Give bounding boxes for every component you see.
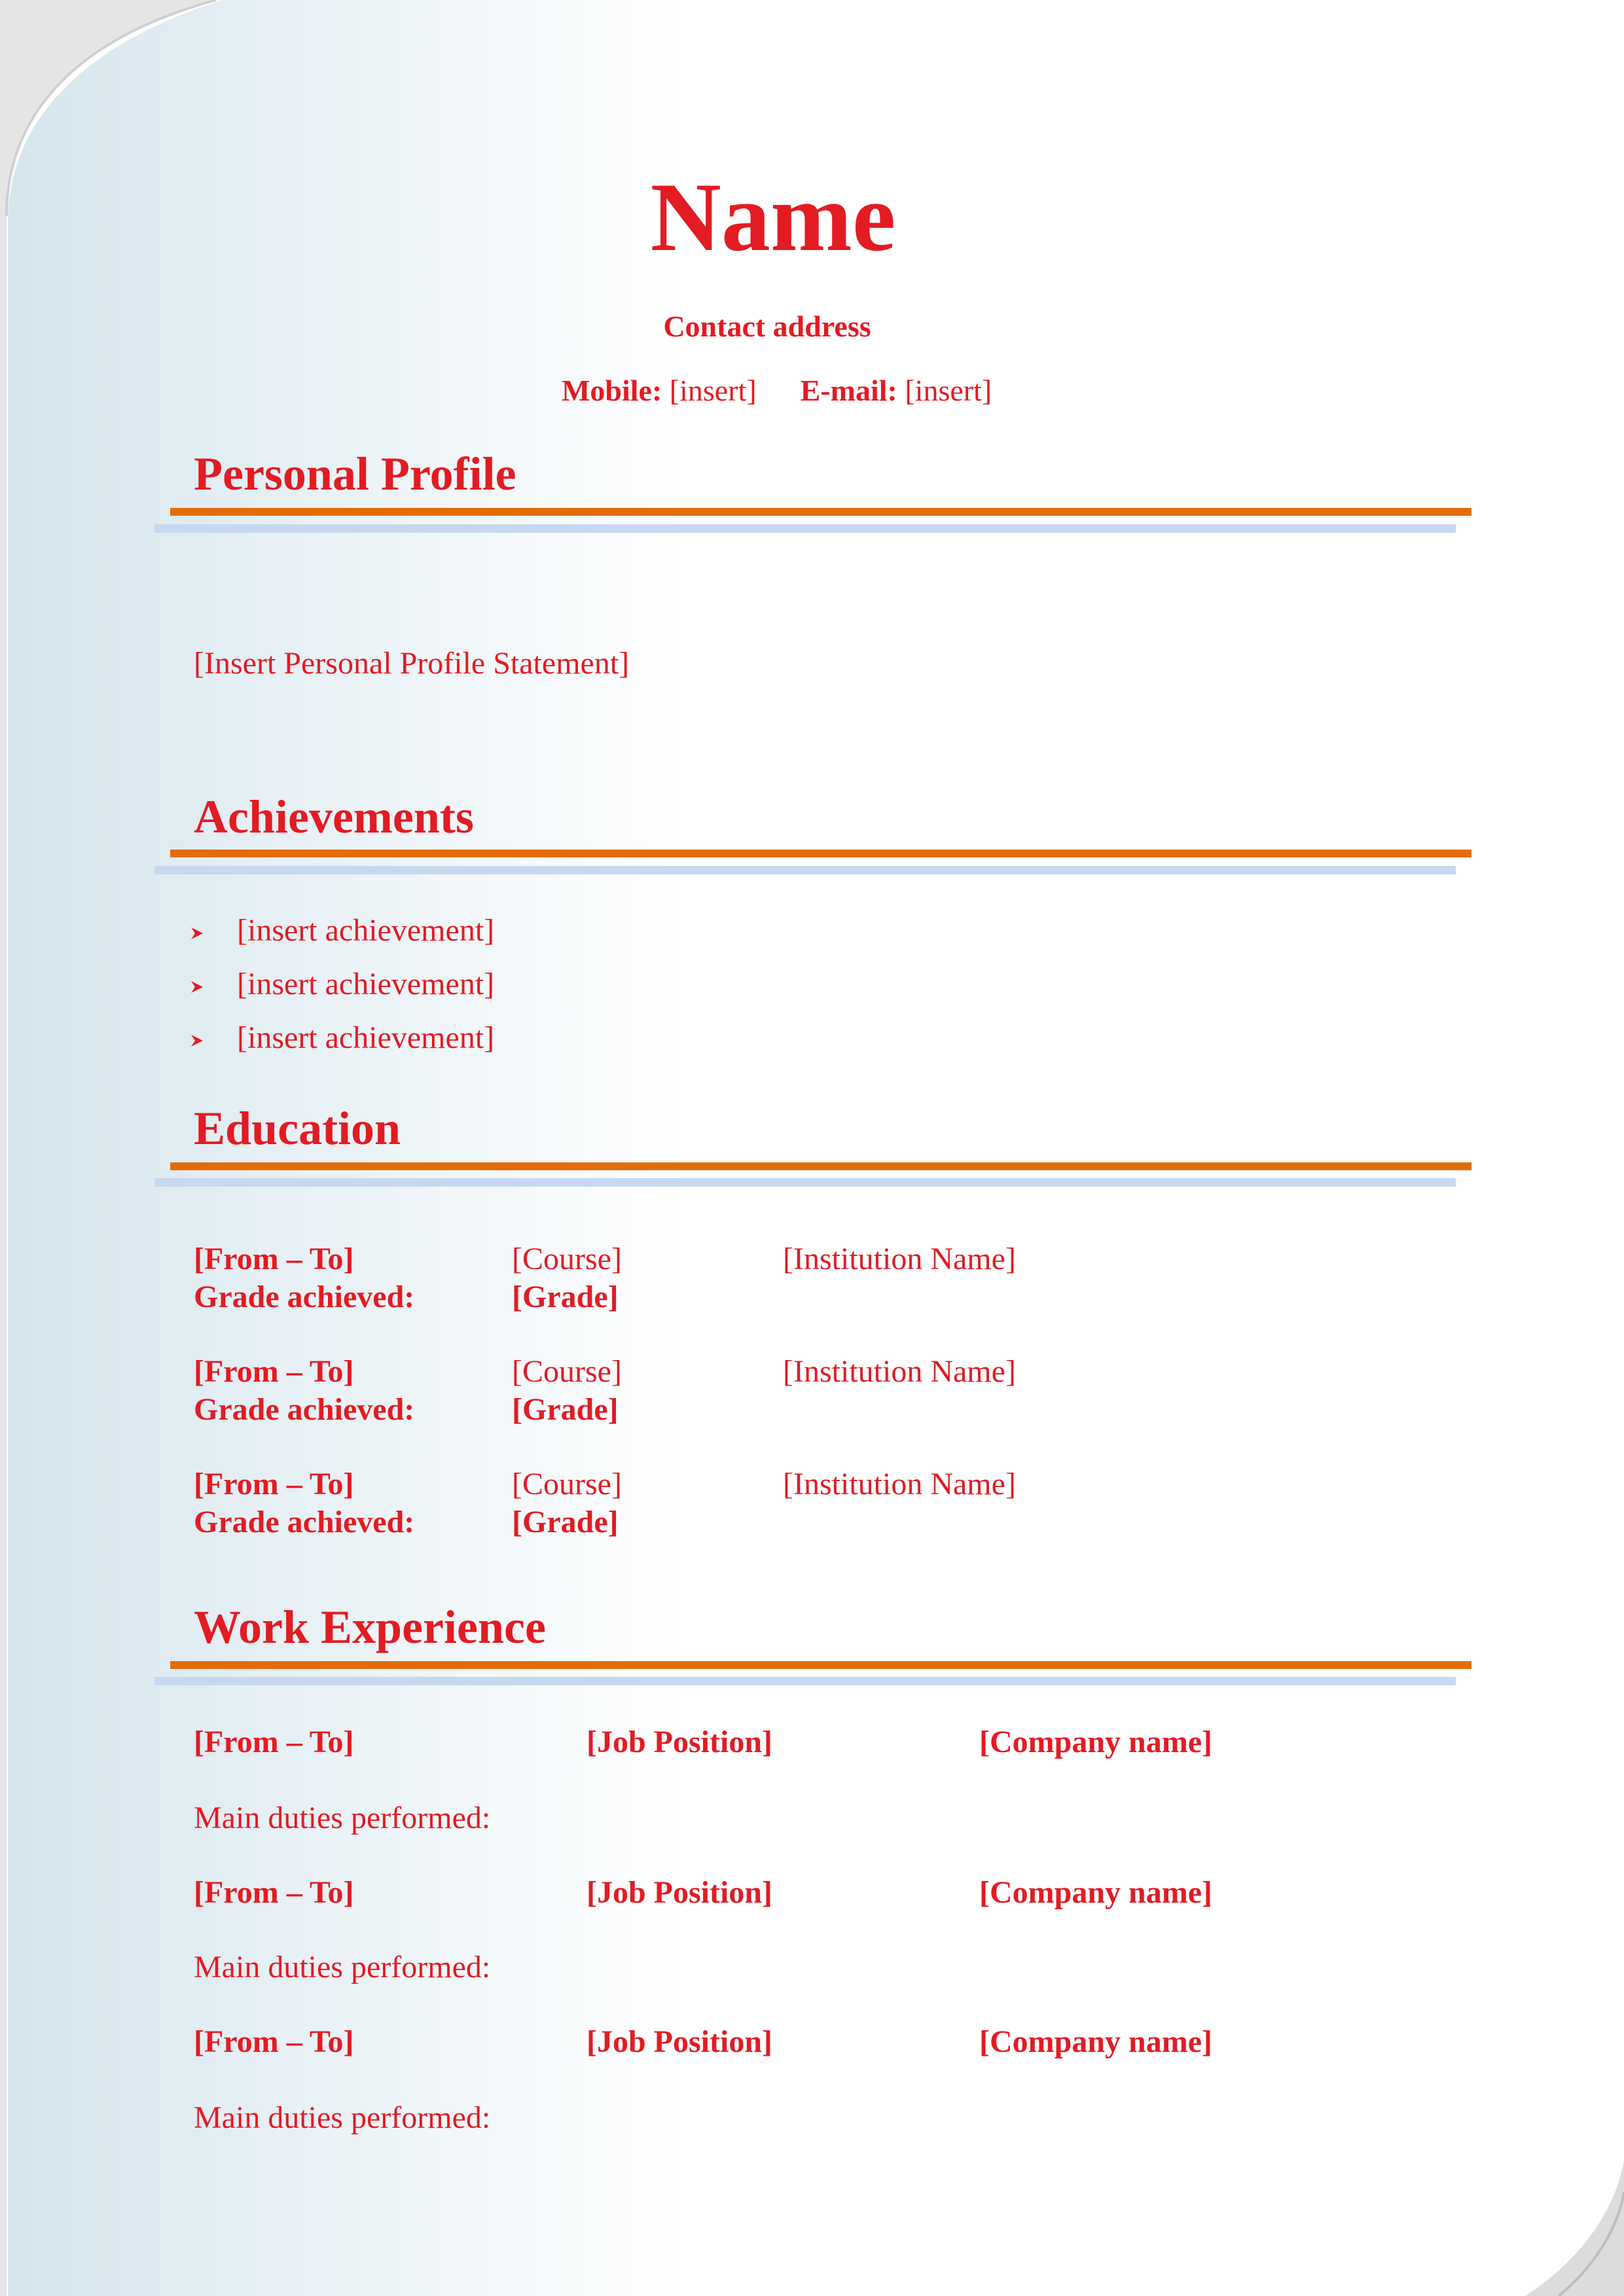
education-dates: [From – To]: [194, 1242, 354, 1276]
achievements-heading: Achievements: [194, 791, 474, 843]
education-grade: [Grade]: [512, 1280, 619, 1314]
education-grade: [Grade]: [512, 1505, 619, 1539]
bullet-arrow-icon: [189, 925, 206, 942]
name-title: Name: [650, 163, 896, 272]
section-rule-blue: [154, 524, 1456, 533]
contact-address: Contact address: [663, 310, 871, 343]
work-company-name: [Company name]: [979, 1725, 1212, 1759]
education-institution: [Institution Name]: [783, 1467, 1016, 1501]
email-value: [insert]: [905, 374, 992, 407]
education-institution: [Institution Name]: [783, 1354, 1016, 1389]
achievement-item: [insert achievement]: [237, 967, 495, 1001]
bullet-arrow-icon: [189, 1032, 206, 1049]
education-course: [Course]: [512, 1467, 622, 1501]
work-dates: [From – To]: [194, 1875, 354, 1910]
education-heading: Education: [194, 1102, 401, 1155]
section-rule-orange: [170, 850, 1471, 857]
work-dates: [From – To]: [194, 1725, 354, 1759]
mobile-label: Mobile:: [562, 374, 662, 407]
education-grade-label: Grade achieved:: [194, 1505, 415, 1539]
work-experience-heading: Work Experience: [194, 1601, 546, 1653]
education-grade-label: Grade achieved:: [194, 1280, 415, 1314]
work-duties-label: Main duties performed:: [194, 2100, 491, 2135]
achievement-item: [insert achievement]: [237, 1020, 495, 1055]
personal-profile-statement: [Insert Personal Profile Statement]: [194, 646, 630, 681]
section-rule-blue: [154, 1178, 1456, 1187]
work-job-position: [Job Position]: [586, 1725, 773, 1759]
work-company-name: [Company name]: [979, 2024, 1212, 2059]
section-rule-orange: [170, 1661, 1471, 1669]
education-course: [Course]: [512, 1354, 622, 1389]
mobile-value: [insert]: [669, 374, 757, 407]
education-dates: [From – To]: [194, 1354, 354, 1389]
achievement-item: [insert achievement]: [237, 913, 495, 948]
education-course: [Course]: [512, 1242, 622, 1276]
education-institution: [Institution Name]: [783, 1242, 1016, 1276]
education-dates: [From – To]: [194, 1467, 354, 1501]
education-grade-label: Grade achieved:: [194, 1392, 415, 1427]
work-duties-label: Main duties performed:: [194, 1801, 491, 1835]
work-job-position: [Job Position]: [586, 2024, 773, 2059]
bullet-arrow-icon: [189, 978, 206, 996]
email-label: E-mail:: [800, 374, 897, 407]
section-rule-orange: [170, 1162, 1471, 1170]
work-company-name: [Company name]: [979, 1875, 1212, 1910]
section-rule-orange: [170, 508, 1471, 516]
education-grade: [Grade]: [512, 1392, 619, 1427]
contact-line: [562, 376, 992, 406]
section-rule-blue: [154, 866, 1456, 874]
section-rule-blue: [154, 1677, 1456, 1685]
work-dates: [From – To]: [194, 2024, 354, 2059]
work-duties-label: Main duties performed:: [194, 1950, 491, 1984]
personal-profile-heading: Personal Profile: [194, 448, 516, 500]
work-job-position: [Job Position]: [586, 1875, 773, 1910]
